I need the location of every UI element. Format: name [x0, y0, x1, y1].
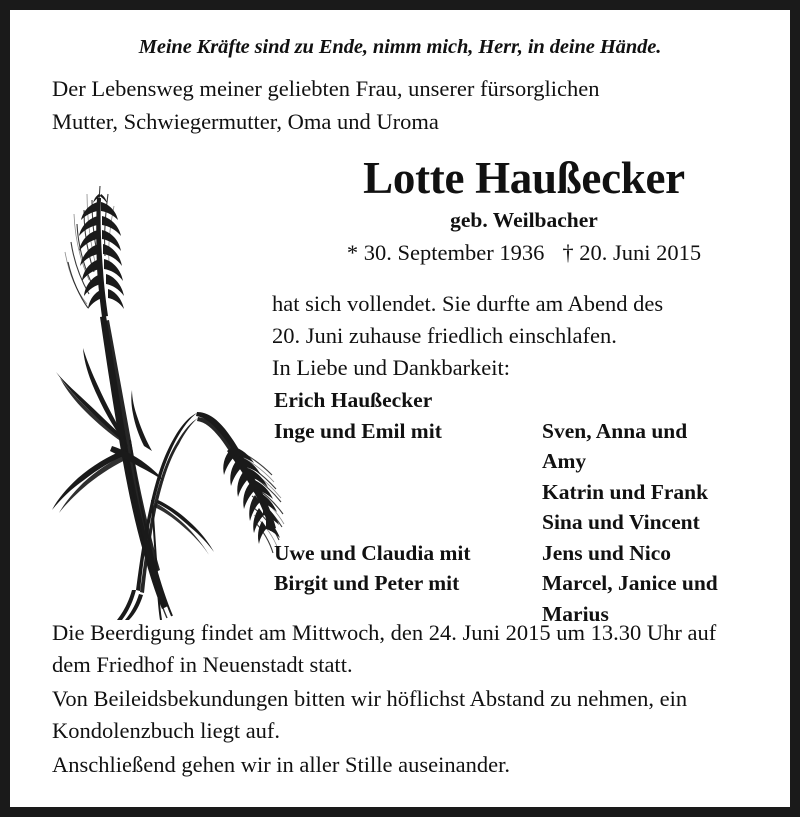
- wheat-ears-illustration: [40, 150, 290, 620]
- death-date: † 20. Juni 2015: [562, 240, 702, 265]
- deceased-name: Lotte Haußecker: [363, 153, 685, 203]
- family-right: Jens und Nico: [542, 540, 672, 565]
- name-block: [268, 152, 780, 269]
- family-right: Marius: [542, 601, 609, 626]
- condolences-note: Von Beileidsbekundungen bitten wir höflichst Abstand zu nehmen, ein Kondolenzbuch liegt auf.: [52, 686, 688, 743]
- obituary-page: [10, 10, 790, 807]
- family-left: Birgit und Peter mit: [274, 571, 460, 595]
- family-right: Sina und Vincent: [542, 510, 700, 534]
- verse-line: Meine Kräfte sind zu Ende, nimm mich, Herr, in deine Hände.: [138, 36, 662, 58]
- funeral-details: Die Beerdigung findet am Mittwoch, den 24. Juni 2015 um 13.30 Uhr auf dem Friedhof in Neuenstadt statt.: [52, 620, 717, 677]
- family-row: [274, 446, 784, 477]
- life-dates: [268, 237, 780, 269]
- family-row: [274, 507, 784, 538]
- family-left: Erich Haußecker: [274, 388, 433, 412]
- family-right: Amy: [542, 449, 587, 473]
- farewell-note: Anschließend gehen wir in aller Stille auseinander.: [52, 752, 510, 777]
- intro-text: [52, 72, 752, 138]
- family-row: [274, 385, 784, 416]
- family-list: [274, 385, 784, 629]
- passing-line-2: 20. Juni zuhause friedlich einschlafen.: [272, 323, 617, 348]
- passing-text: [272, 288, 758, 352]
- family-row: [274, 538, 784, 569]
- family-left: Uwe und Claudia mit: [274, 540, 471, 565]
- family-right: Katrin und Frank: [542, 479, 709, 504]
- family-row: [274, 568, 784, 599]
- birth-date: * 30. September 1936: [346, 240, 545, 265]
- family-right: Marcel, Janice und: [542, 571, 718, 595]
- intro-line-1: Der Lebensweg meiner geliebten Frau, unserer fürsorglichen: [52, 76, 600, 101]
- intro-line-2: Mutter, Schwiegermutter, Oma und Uroma: [52, 109, 439, 134]
- passing-line-1: hat sich vollendet. Sie durfte am Abend des: [272, 291, 664, 316]
- family-right: Sven, Anna und: [542, 418, 688, 443]
- gratitude-line: In Liebe und Dankbarkeit:: [272, 355, 511, 380]
- family-row: [274, 477, 784, 508]
- family-row: [274, 416, 784, 447]
- family-left: Inge und Emil mit: [274, 418, 442, 443]
- maiden-name: geb. Weilbacher: [450, 208, 598, 232]
